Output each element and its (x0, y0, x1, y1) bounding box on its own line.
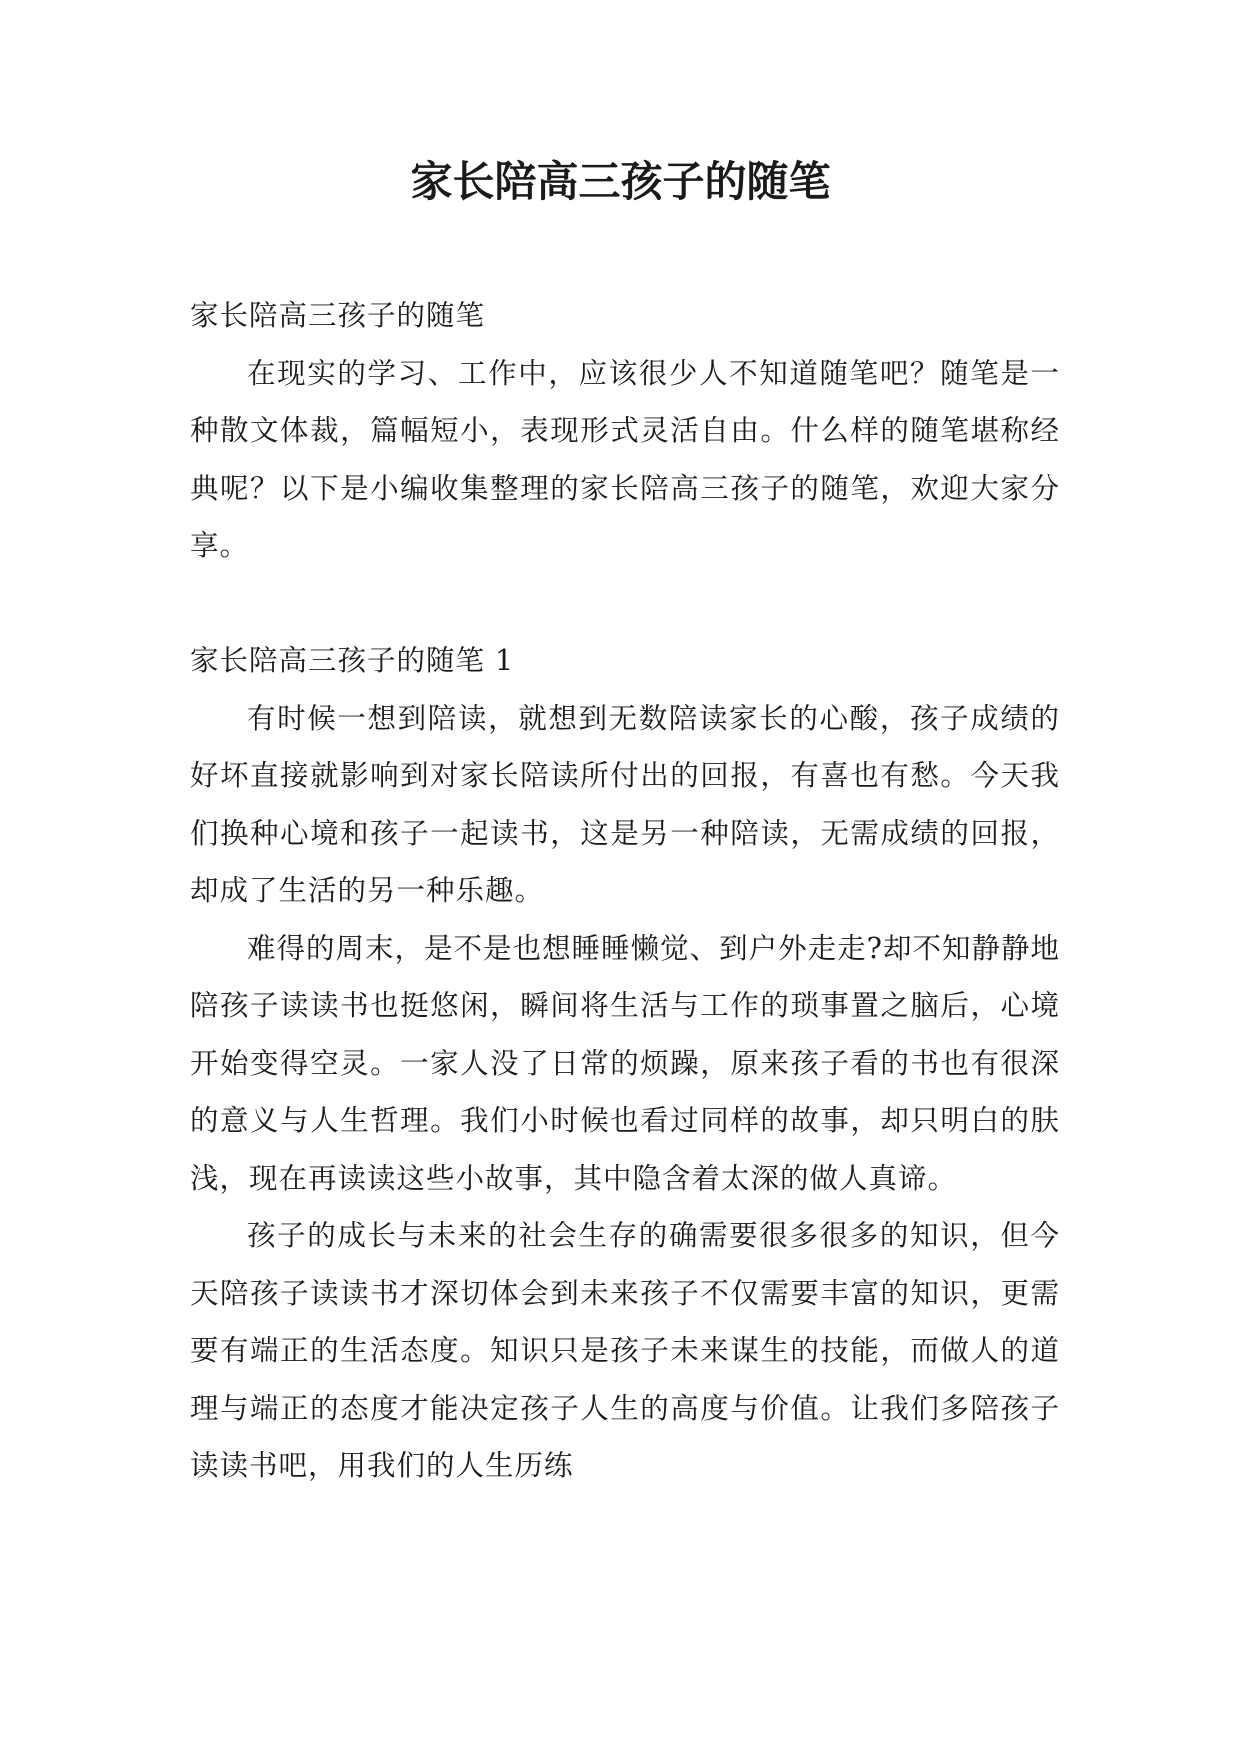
intro-paragraph: 在现实的学习、工作中，应该很少人不知道随笔吧？随笔是一种散文体裁，篇幅短小，表现形式灵活自由。什么样的随笔堪称经典呢？以下是小编收集整理的家长陪高三孩子的随笔，欢迎大家分享。 (190, 356, 1060, 562)
document-body (190, 287, 1060, 1495)
document-title: 家长陪高三孩子的随笔 (410, 157, 831, 206)
section-spacer (190, 575, 1060, 633)
section-1-heading: 家长陪高三孩子的随笔 1 (190, 644, 515, 677)
section-1-paragraph-1: 有时候一想到陪读，就想到无数陪读家长的心酸，孩子成绩的好坏直接就影响到对家长陪读所付出的回报，有喜也有愁。今天我们换种心境和孩子一起读书，这是另一种陪读，无需成绩的回报，却成了生活的另一种乐趣。 (190, 701, 1060, 907)
section-1-paragraph-2: 难得的周末，是不是也想睡睡懒觉、到户外走走?却不知静静地陪孩子读读书也挺悠闲，瞬间将生活与工作的琐事置之脑后，心境开始变得空灵。一家人没了日常的烦躁，原来孩子看的书也有很深的意义与人生哲理。我们小时候也看过同样的故事，却只明白的肤浅，现在再读读这些小故事，其中隐含着太深的做人真谛。 (190, 931, 1060, 1195)
section-1-paragraph-3: 孩子的成长与未来的社会生存的确需要很多很多的知识，但今天陪孩子读读书才深切体会到未来孩子不仅需要丰富的知识，更需要有端正的生活态度。知识只是孩子未来谋生的技能，而做人的道理与端正的态度才能决定孩子人生的高度与价值。让我们多陪孩子读读书吧，用我们的人生历练 (190, 1219, 1060, 1482)
intro-heading: 家长陪高三孩子的随笔 (190, 299, 486, 332)
